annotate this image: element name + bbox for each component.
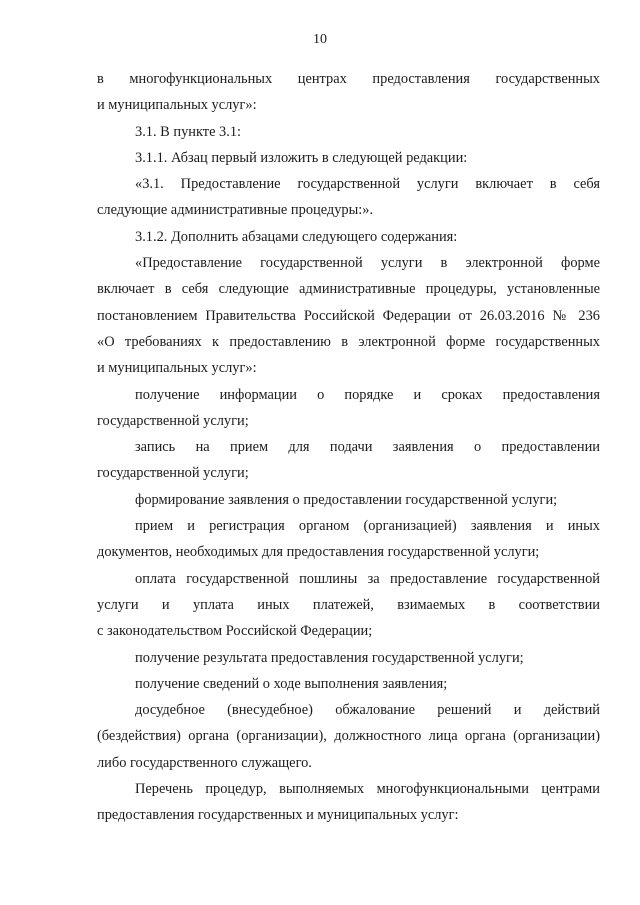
text-line: включает в себя следующие административные процедуры, установленные	[97, 281, 600, 298]
text-line: формирование заявления о предоставлении государственной услуги;	[135, 491, 558, 508]
text-line: «3.1. Предоставление государственной услуги включает в себя	[135, 176, 600, 193]
text-line: получение информации о порядке и сроках предоставления	[135, 386, 600, 403]
page-number: 10	[313, 32, 327, 47]
text-line: и муниципальных услуг»:	[97, 97, 257, 114]
text-line: Перечень процедур, выполняемых многофункциональными центрами	[135, 781, 600, 798]
text-line: либо государственного служащего.	[97, 754, 312, 771]
text-line: и муниципальных услуг»:	[97, 360, 257, 377]
text-line: 3.1.2. Дополнить абзацами следующего содержания:	[135, 228, 458, 245]
text-line: прием и регистрация органом (организацией) заявления и иных	[135, 518, 600, 535]
text-line: документов, необходимых для предоставления государственной услуги;	[97, 544, 540, 561]
text-line: услуги и уплата иных платежей, взимаемых в соответствии	[97, 596, 600, 613]
text-line: государственной услуги;	[97, 465, 249, 482]
text-line: «Предоставление государственной услуги в электронной форме	[135, 255, 600, 272]
document-body	[97, 66, 600, 829]
text-line: получение результата предоставления государственной услуги;	[135, 649, 524, 666]
text-line: «О требованиях к предоставлению в электронной форме государственных	[97, 333, 600, 350]
text-line: 3.1.1. Абзац первый изложить в следующей редакции:	[135, 149, 468, 166]
text-line: досудебное (внесудебное) обжалование решений и действий	[135, 702, 600, 719]
text-line: с законодательством Российской Федерации;	[97, 623, 373, 640]
text-line: предоставления государственных и муниципальных услуг:	[97, 807, 459, 824]
text-line: получение сведений о ходе выполнения заявления;	[135, 675, 448, 692]
text-line: 3.1. В пункте 3.1:	[135, 123, 242, 140]
text-line: следующие административные процедуры:».	[97, 202, 374, 219]
text-line: государственной услуги;	[97, 412, 249, 429]
text-line: запись на прием для подачи заявления о предоставлении	[135, 439, 600, 456]
text-line: постановлением Правительства Российской Федерации от 26.03.2016 № 236	[97, 307, 600, 324]
text-line: (бездействия) органа (организации), должностного лица органа (организации)	[97, 728, 600, 745]
text-line: в многофункциональных центрах предоставления государственных	[97, 71, 600, 87]
text-line: оплата государственной пошлины за предоставление государственной	[135, 570, 600, 587]
